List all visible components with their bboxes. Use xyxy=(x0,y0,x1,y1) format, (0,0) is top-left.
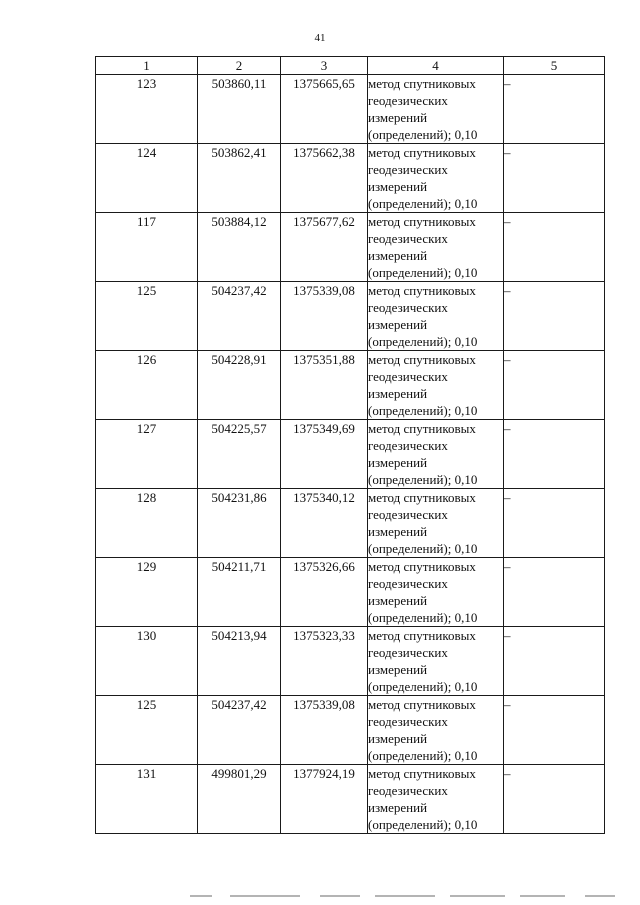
method-line: геодезических xyxy=(368,369,448,384)
point-number-cell: 129 xyxy=(96,558,198,627)
x-coordinate-cell: 504237,42 xyxy=(198,696,281,765)
note-dash: – xyxy=(504,766,511,781)
method-line: (определений); 0,10 xyxy=(368,265,478,280)
note-cell xyxy=(504,627,605,696)
method-cell xyxy=(368,75,504,144)
method-line: метод спутниковых xyxy=(368,76,476,91)
point-number-cell: 124 xyxy=(96,144,198,213)
point-number-cell: 126 xyxy=(96,351,198,420)
method-line: метод спутниковых xyxy=(368,421,476,436)
method-line: метод спутниковых xyxy=(368,283,476,298)
method-line: метод спутниковых xyxy=(368,352,476,367)
method-line: метод спутниковых xyxy=(368,628,476,643)
note-cell xyxy=(504,144,605,213)
method-line: геодезических xyxy=(368,714,448,729)
table-row xyxy=(96,765,605,834)
method-line: измерений xyxy=(368,524,428,539)
table-row xyxy=(96,282,605,351)
method-cell xyxy=(368,765,504,834)
x-coordinate-cell: 504237,42 xyxy=(198,282,281,351)
method-line: измерений xyxy=(368,455,428,470)
y-coordinate-cell: 1375665,65 xyxy=(281,75,368,144)
note-dash: – xyxy=(504,421,511,436)
method-line: измерений xyxy=(368,110,428,125)
table-row xyxy=(96,558,605,627)
point-number-cell: 127 xyxy=(96,420,198,489)
note-dash: – xyxy=(504,490,511,505)
method-line: (определений); 0,10 xyxy=(368,127,478,142)
method-line: (определений); 0,10 xyxy=(368,472,478,487)
method-line: метод спутниковых xyxy=(368,697,476,712)
y-coordinate-cell: 1375351,88 xyxy=(281,351,368,420)
note-dash: – xyxy=(504,76,511,91)
point-number-cell: 128 xyxy=(96,489,198,558)
coordinates-table xyxy=(95,56,605,834)
note-cell xyxy=(504,489,605,558)
table-row xyxy=(96,696,605,765)
note-dash: – xyxy=(504,697,511,712)
method-line: (определений); 0,10 xyxy=(368,817,478,832)
method-line: геодезических xyxy=(368,576,448,591)
point-number-cell: 117 xyxy=(96,213,198,282)
method-line: (определений); 0,10 xyxy=(368,196,478,211)
note-cell xyxy=(504,282,605,351)
method-line: (определений); 0,10 xyxy=(368,403,478,418)
note-cell xyxy=(504,765,605,834)
method-line: геодезических xyxy=(368,438,448,453)
method-line: метод спутниковых xyxy=(368,214,476,229)
method-line: (определений); 0,10 xyxy=(368,679,478,694)
header-col-1: 1 xyxy=(96,57,198,75)
table-row xyxy=(96,351,605,420)
scan-artifact-marks xyxy=(190,895,620,899)
method-cell xyxy=(368,351,504,420)
header-col-3: 3 xyxy=(281,57,368,75)
point-number-cell: 125 xyxy=(96,696,198,765)
point-number-cell: 131 xyxy=(96,765,198,834)
table-row xyxy=(96,144,605,213)
method-line: (определений); 0,10 xyxy=(368,748,478,763)
table-body xyxy=(96,75,605,834)
method-line: метод спутниковых xyxy=(368,766,476,781)
method-line: метод спутниковых xyxy=(368,490,476,505)
note-cell xyxy=(504,75,605,144)
y-coordinate-cell: 1375339,08 xyxy=(281,696,368,765)
y-coordinate-cell: 1375677,62 xyxy=(281,213,368,282)
method-line: (определений); 0,10 xyxy=(368,610,478,625)
header-row xyxy=(96,57,605,75)
table-row xyxy=(96,489,605,558)
method-line: метод спутниковых xyxy=(368,145,476,160)
method-line: метод спутниковых xyxy=(368,559,476,574)
method-line: измерений xyxy=(368,800,428,815)
table-row xyxy=(96,75,605,144)
method-cell xyxy=(368,696,504,765)
method-line: геодезических xyxy=(368,783,448,798)
y-coordinate-cell: 1375662,38 xyxy=(281,144,368,213)
x-coordinate-cell: 504213,94 xyxy=(198,627,281,696)
point-number-cell: 130 xyxy=(96,627,198,696)
header-col-4: 4 xyxy=(368,57,504,75)
method-line: геодезических xyxy=(368,93,448,108)
note-cell xyxy=(504,696,605,765)
method-line: измерений xyxy=(368,662,428,677)
point-number-cell: 123 xyxy=(96,75,198,144)
method-line: измерений xyxy=(368,386,428,401)
table-row xyxy=(96,627,605,696)
method-line: измерений xyxy=(368,593,428,608)
method-line: (определений); 0,10 xyxy=(368,334,478,349)
method-line: измерений xyxy=(368,317,428,332)
method-cell xyxy=(368,558,504,627)
x-coordinate-cell: 503860,11 xyxy=(198,75,281,144)
method-cell xyxy=(368,282,504,351)
note-dash: – xyxy=(504,559,511,574)
method-line: геодезических xyxy=(368,507,448,522)
table-row xyxy=(96,213,605,282)
y-coordinate-cell: 1377924,19 xyxy=(281,765,368,834)
method-cell xyxy=(368,489,504,558)
header-col-5: 5 xyxy=(504,57,605,75)
method-line: геодезических xyxy=(368,231,448,246)
method-line: (определений); 0,10 xyxy=(368,541,478,556)
note-dash: – xyxy=(504,145,511,160)
y-coordinate-cell: 1375340,12 xyxy=(281,489,368,558)
note-cell xyxy=(504,558,605,627)
x-coordinate-cell: 504228,91 xyxy=(198,351,281,420)
x-coordinate-cell: 504211,71 xyxy=(198,558,281,627)
header-col-2: 2 xyxy=(198,57,281,75)
method-line: геодезических xyxy=(368,300,448,315)
method-line: геодезических xyxy=(368,162,448,177)
x-coordinate-cell: 503884,12 xyxy=(198,213,281,282)
note-cell xyxy=(504,420,605,489)
method-line: измерений xyxy=(368,731,428,746)
note-dash: – xyxy=(504,214,511,229)
point-number-cell: 125 xyxy=(96,282,198,351)
method-cell xyxy=(368,144,504,213)
y-coordinate-cell: 1375339,08 xyxy=(281,282,368,351)
y-coordinate-cell: 1375326,66 xyxy=(281,558,368,627)
table-header xyxy=(96,57,605,75)
method-cell xyxy=(368,420,504,489)
method-cell xyxy=(368,213,504,282)
y-coordinate-cell: 1375323,33 xyxy=(281,627,368,696)
x-coordinate-cell: 499801,29 xyxy=(198,765,281,834)
note-dash: – xyxy=(504,352,511,367)
note-cell xyxy=(504,213,605,282)
y-coordinate-cell: 1375349,69 xyxy=(281,420,368,489)
note-dash: – xyxy=(504,283,511,298)
method-line: геодезических xyxy=(368,645,448,660)
x-coordinate-cell: 504225,57 xyxy=(198,420,281,489)
note-dash: – xyxy=(504,628,511,643)
method-cell xyxy=(368,627,504,696)
method-line: измерений xyxy=(368,248,428,263)
method-line: измерений xyxy=(368,179,428,194)
note-cell xyxy=(504,351,605,420)
x-coordinate-cell: 503862,41 xyxy=(198,144,281,213)
table-row xyxy=(96,420,605,489)
x-coordinate-cell: 504231,86 xyxy=(198,489,281,558)
page-number: 41 xyxy=(314,32,326,44)
